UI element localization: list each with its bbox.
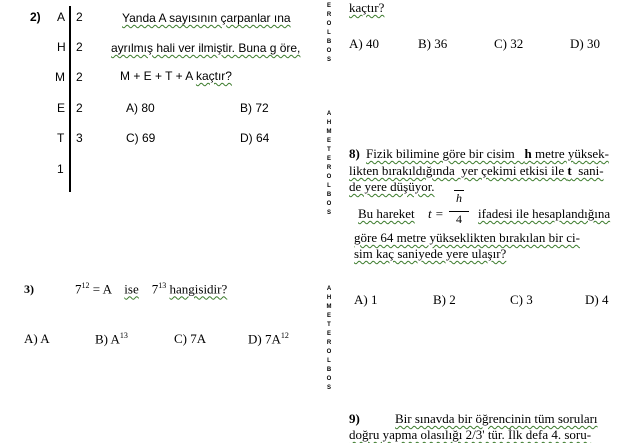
factor-number: 2 (76, 101, 83, 115)
factor-number: 3 (76, 131, 83, 145)
factor-letter: A (57, 10, 66, 24)
question-text: Fizik bilimine göre bir cisim h metre yüksek- (366, 146, 610, 161)
option-b[interactable]: B) 36 (418, 36, 448, 51)
factor-number: 2 (76, 40, 83, 54)
question-number: 9) (349, 411, 360, 426)
divider-watermark: A H M E T E R O L B O S (326, 286, 332, 391)
option-a[interactable]: A) 40 (349, 36, 379, 51)
factor-letter: T (57, 131, 65, 145)
factorization-line (69, 6, 71, 192)
option-d[interactable]: D) 64 (240, 131, 270, 145)
option-a[interactable]: A) 80 (126, 101, 155, 115)
question-text: Bir sınavda bir öğrencinin tüm soruları (395, 411, 598, 426)
factor-number: 2 (76, 10, 83, 24)
factor-letter: 1 (57, 162, 64, 176)
option-b[interactable]: B) $A^{13}$ (95, 331, 128, 347)
divider-watermark: E R O L B O S (326, 3, 332, 63)
question-text: de yere düşüyor. (349, 179, 435, 194)
option-a[interactable]: A) 1 (354, 292, 378, 307)
question-text: Yanda A sayısının çarpanlar ına (122, 11, 291, 25)
question-text: kaçtır? (349, 0, 385, 15)
question-expression: M + E + T + A kaçtır? (120, 69, 232, 83)
option-c[interactable]: C) 7A (174, 331, 207, 346)
divider-watermark: A H M E T E R O L B O S (326, 111, 332, 216)
option-c[interactable]: C) 32 (494, 36, 524, 51)
question-number: 2) (30, 10, 41, 24)
option-d[interactable]: D) 4 (585, 292, 609, 307)
option-b[interactable]: B) 72 (240, 101, 269, 115)
option-d[interactable]: D) 30 (570, 36, 600, 51)
question-number: 8) (349, 146, 360, 161)
option-d[interactable]: D) $7A^{12}$ (248, 331, 289, 347)
option-c[interactable]: C) 3 (510, 292, 533, 307)
formula-lhs: t = (428, 206, 444, 221)
question-text: Bu hareket (358, 206, 415, 221)
option-a[interactable]: A) A (24, 331, 50, 346)
factor-number: 2 (76, 70, 83, 84)
question-text: ifadesi ile hesaplandığına (478, 206, 611, 221)
question-number: 3) (24, 282, 34, 296)
question-text: doğru yapma olasılığı 2/3' tür. İlk defa 4. soru- (349, 427, 592, 442)
question-text: ayrılmış hali ver ilmiştir. Buna g öre, (111, 41, 301, 55)
question-text: sim kaç saniyede yere ulaşır? (354, 246, 507, 261)
option-b[interactable]: B) 2 (433, 292, 456, 307)
formula-denominator: 4 (456, 212, 462, 226)
factor-letter: E (57, 101, 66, 115)
formula-numerator: h (456, 191, 462, 205)
factor-letter: M (55, 70, 65, 84)
question-text: göre 64 metre yükseklikten bırakılan bir ci- (354, 230, 580, 245)
question-text: likten bırakıldığında yer çekimi etkisi ile t sani- (349, 163, 604, 178)
question-text: $7^{12} = A$ ise $7^{13}$ hangisidir? (75, 281, 228, 297)
option-c[interactable]: C) 69 (126, 131, 156, 145)
factor-letter: H (57, 40, 66, 54)
